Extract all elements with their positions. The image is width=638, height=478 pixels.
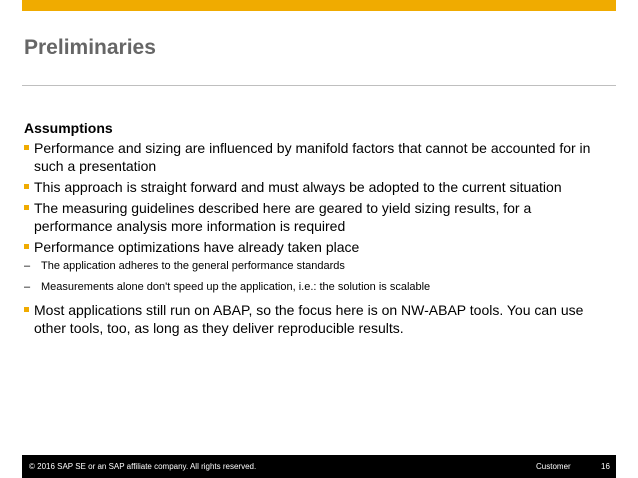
title-divider (22, 85, 616, 86)
bullet-list (24, 139, 609, 337)
square-bullet-icon (24, 145, 29, 150)
bullet-text: Performance optimizations have already taken place (34, 239, 360, 255)
page-number: 16 (601, 462, 610, 471)
square-bullet-icon (24, 307, 29, 312)
bullet-item (24, 238, 609, 295)
footer-copyright: © 2016 SAP SE or an SAP affiliate company. All rights reserved. (29, 462, 257, 471)
dash-bullet-icon: – (24, 260, 31, 272)
square-bullet-icon (24, 205, 29, 210)
bullet-item (24, 301, 609, 337)
bullet-text: Performance and sizing are influenced by manifold factors that cannot be accounted for in such a presentation (34, 140, 591, 174)
sub-bullet-text: Measurements alone don't speed up the application, i.e.: the solution is scalable (41, 281, 431, 293)
sub-bullet-item (24, 259, 609, 274)
sub-bullet-item (24, 280, 609, 295)
bullet-item (24, 139, 609, 175)
footer-classification: Customer (536, 462, 571, 471)
section-heading: Assumptions (24, 120, 113, 136)
slide-content (24, 119, 609, 340)
square-bullet-icon (24, 244, 29, 249)
sub-bullet-list (24, 259, 609, 295)
bullet-item (24, 199, 609, 235)
sub-bullet-text: The application adheres to the general performance standards (41, 260, 345, 272)
top-accent-bar (22, 0, 616, 11)
bullet-text: Most applications still run on ABAP, so the focus here is on NW-ABAP tools. You can use other tools, too, as long as they deliver reproducible results. (34, 302, 584, 336)
footer-bar (22, 455, 616, 478)
bullet-text: The measuring guidelines described here are geared to yield sizing results, for a performance analysis more information is required (34, 200, 532, 234)
bullet-item (24, 178, 609, 196)
bullet-text: This approach is straight forward and must always be adopted to the current situation (34, 179, 562, 195)
square-bullet-icon (24, 184, 29, 189)
slide-title: Preliminaries (24, 36, 156, 59)
dash-bullet-icon: – (24, 281, 31, 293)
